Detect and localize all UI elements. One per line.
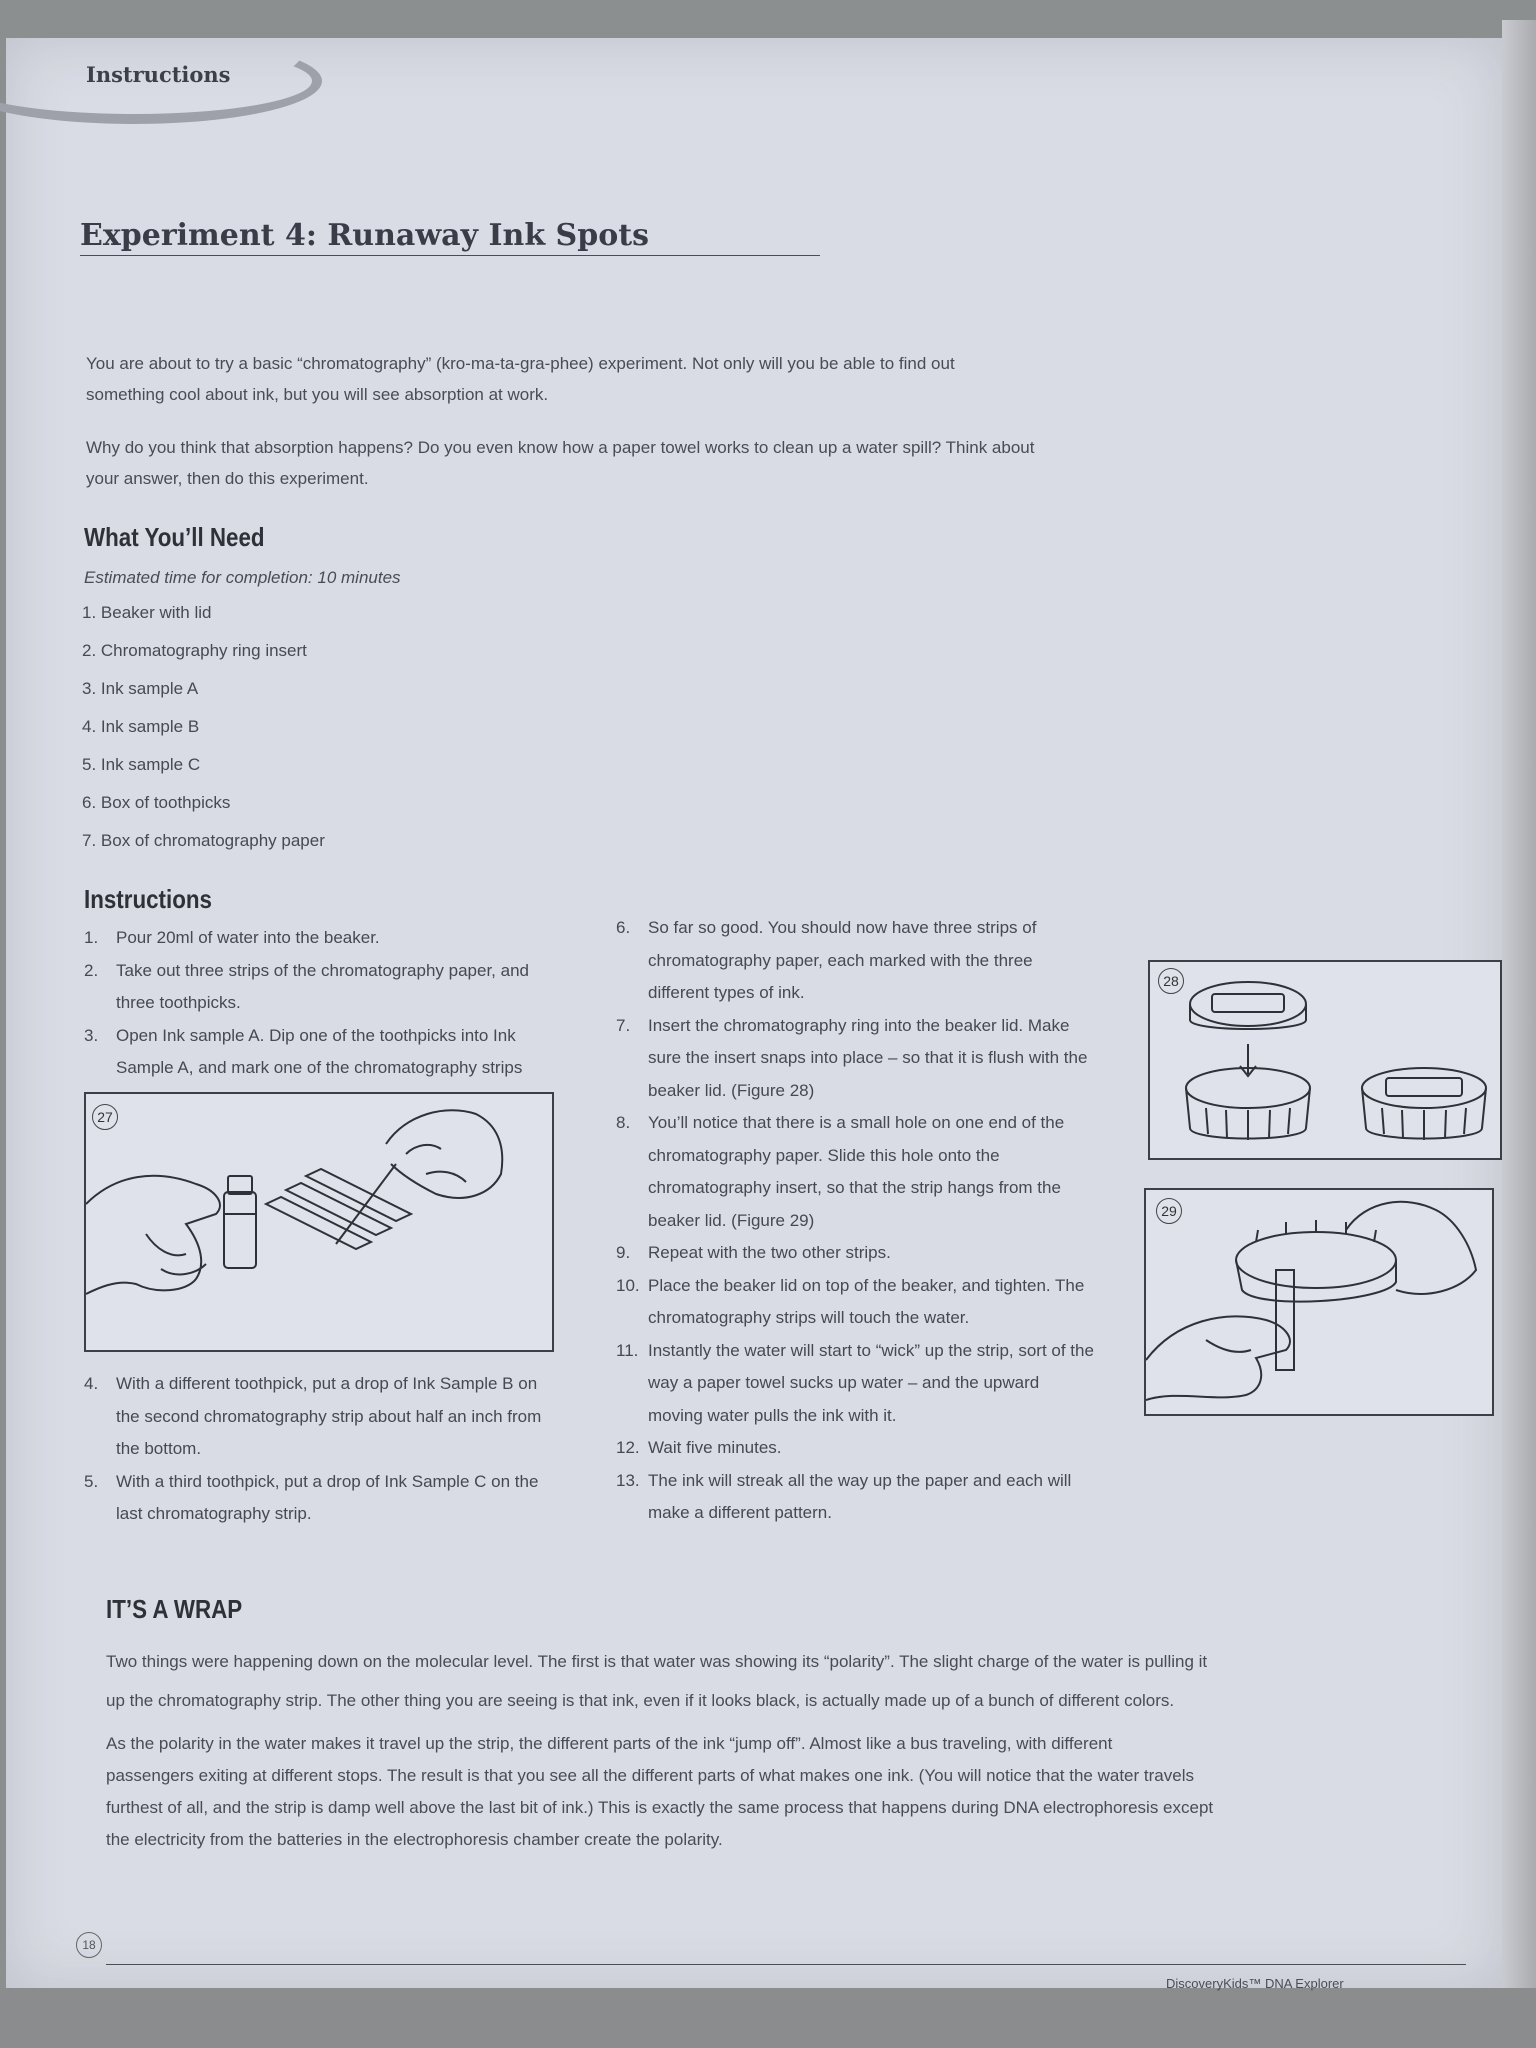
figure-28 xyxy=(1148,960,1502,1160)
step-number: 10. xyxy=(616,1275,640,1295)
figure-29-number: 29 xyxy=(1156,1198,1182,1224)
step-text: Wait five minutes. xyxy=(648,1438,782,1457)
instructions-heading: Instructions xyxy=(84,884,212,914)
materials-list-item: 1. Beaker with lid xyxy=(82,603,212,622)
experiment-title: Experiment 4: Runaway Ink Spots xyxy=(80,218,820,256)
instructions-steps-col2 xyxy=(616,912,1096,1530)
wrap-p2-line1: As the polarity in the water makes it travel up the strip, the different parts of the ink “jump off”. Almost like a bus traveling, with different xyxy=(106,1734,1113,1753)
materials-list-item: 3. Ink sample A xyxy=(82,679,199,698)
wrap-paragraph-2 xyxy=(106,1728,1213,1856)
figure-27-illustration xyxy=(86,1094,552,1350)
step-number: 8. xyxy=(616,1113,631,1132)
figure-28-illustration xyxy=(1150,962,1500,1158)
wrap-p1-line1: Two things were happening down on the molecular level. The first is that water was showing its “polarity”. The slight charge of the water is pulling it xyxy=(106,1652,1208,1671)
step-number: 9. xyxy=(616,1243,631,1262)
materials-list-item: 5. Ink sample C xyxy=(82,755,201,774)
materials-list-item: 7. Box of chromatography paper xyxy=(82,831,325,850)
background-surface xyxy=(0,1988,1536,2048)
instruction-step xyxy=(84,955,564,1020)
step-number: 2. xyxy=(84,960,99,980)
instruction-step xyxy=(84,1466,564,1531)
figure-28-number: 28 xyxy=(1158,968,1184,994)
step-number: 11. xyxy=(616,1340,639,1360)
intro-paragraph-1 xyxy=(86,348,955,410)
what-you-need-heading: What You’ll Need xyxy=(84,522,265,552)
materials-list xyxy=(82,594,325,860)
wrap-p1-line2: up the chromatography strip. The other thing you are seeing is that ink, even if it looks black, is actually made up of a bunch of different colors. xyxy=(106,1691,1175,1710)
step-number: 1. xyxy=(84,928,99,947)
step-text: Instantly the water will start to “wick” up the strip, sort of the way a paper towel sucks up water – and the upward moving water pulls the ink with it. xyxy=(648,1340,1094,1425)
figure-27-number: 27 xyxy=(92,1104,118,1130)
step-text: Insert the chromatography ring into the beaker lid. Make sure the insert snaps into place – so that it is flush with the beaker lid. (Figure 28) xyxy=(648,1015,1088,1100)
instruction-step xyxy=(616,912,1096,1010)
step-number: 6. xyxy=(616,918,631,937)
step-number: 13. xyxy=(616,1470,640,1490)
instruction-step xyxy=(616,1107,1096,1237)
figure-27 xyxy=(84,1092,554,1352)
step-text: Open Ink sample A. Dip one of the toothpicks into Ink Sample A, and mark one of the chromatography strips xyxy=(116,1025,523,1077)
step-number: 3. xyxy=(84,1025,99,1045)
page-number: 18 xyxy=(76,1932,102,1958)
instruction-step xyxy=(616,1237,1096,1270)
step-number: 7. xyxy=(616,1015,631,1035)
instruction-step xyxy=(616,1270,1096,1335)
instruction-step xyxy=(84,922,564,955)
step-number: 12. xyxy=(616,1438,640,1457)
footer-rule xyxy=(106,1964,1466,1965)
step-text: So far so good. You should now have three strips of chromatography paper, each marked with the three different types of ink. xyxy=(648,918,1037,1002)
intro-p1-line2: something cool about ink, but you will see absorption at work. xyxy=(86,385,549,404)
step-text: Take out three strips of the chromatography paper, and three toothpicks. xyxy=(116,960,529,1012)
step-text: With a third toothpick, put a drop of Ink Sample C on the last chromatography strip. xyxy=(116,1471,539,1523)
page-edge xyxy=(1502,20,1536,2000)
wrap-p2-line3: furthest of all, and the strip is damp well above the last bit of ink.) This is exactly the same process that happens during DNA electrophoresis except xyxy=(106,1798,1214,1817)
step-text: Repeat with the two other strips. xyxy=(648,1243,891,1262)
wrap-paragraph-1 xyxy=(106,1642,1207,1720)
materials-list-item: 4. Ink sample B xyxy=(82,717,200,736)
intro-paragraph-2 xyxy=(86,432,1034,494)
materials-list-item: 2. Chromatography ring insert xyxy=(82,641,307,660)
estimated-time: Estimated time for completion: 10 minutes xyxy=(84,568,401,587)
figure-29-illustration xyxy=(1146,1190,1492,1414)
wrap-p2-line2: passengers exiting at different stops. The result is that you see all the different parts of what makes one ink. (You will notice that the water travels xyxy=(106,1766,1194,1785)
intro-p1-line1: You are about to try a basic “chromatography” (kro-ma-ta-gra-phee) experiment. Not only will you be able to find out xyxy=(86,354,955,373)
instructions-steps-col1-top xyxy=(84,922,564,1117)
step-text: You’ll notice that there is a small hole on one end of the chromatography paper. Slide this hole onto the chromatography insert, so that the strip hangs from the beaker lid. (Figure 29) xyxy=(648,1113,1065,1230)
figure-29 xyxy=(1144,1188,1494,1416)
instructions-steps-col1-bottom xyxy=(84,1368,564,1531)
document-page xyxy=(6,38,1502,1991)
materials-list-item: 6. Box of toothpicks xyxy=(82,793,231,812)
step-text: The ink will streak all the way up the paper and each will make a different pattern. xyxy=(648,1470,1072,1522)
wrap-p2-line4: the electricity from the batteries in the electrophoresis chamber create the polarity. xyxy=(106,1830,723,1849)
step-text: With a different toothpick, put a drop of Ink Sample B on the second chromatography strip about half an inch from the bottom. xyxy=(116,1374,542,1458)
its-a-wrap-heading: IT’S A WRAP xyxy=(106,1594,243,1624)
instruction-step xyxy=(616,1432,1096,1465)
instruction-step xyxy=(616,1010,1096,1108)
instruction-step xyxy=(616,1465,1096,1530)
header-tab-label: Instructions xyxy=(86,62,231,87)
footer-brand: DiscoveryKids™ DNA Explorer xyxy=(1166,1976,1344,1991)
instruction-step xyxy=(616,1335,1096,1433)
step-text: Place the beaker lid on top of the beaker, and tighten. The chromatography strips will touch the water. xyxy=(648,1275,1085,1327)
instruction-step xyxy=(84,1368,564,1466)
intro-p2-line1: Why do you think that absorption happens? Do you even know how a paper towel works to clean up a water spill? Think about xyxy=(86,438,1035,457)
intro-p2-line2: your answer, then do this experiment. xyxy=(86,469,369,488)
step-number: 5. xyxy=(84,1471,99,1491)
step-number: 4. xyxy=(84,1374,99,1393)
step-text: Pour 20ml of water into the beaker. xyxy=(116,928,380,947)
